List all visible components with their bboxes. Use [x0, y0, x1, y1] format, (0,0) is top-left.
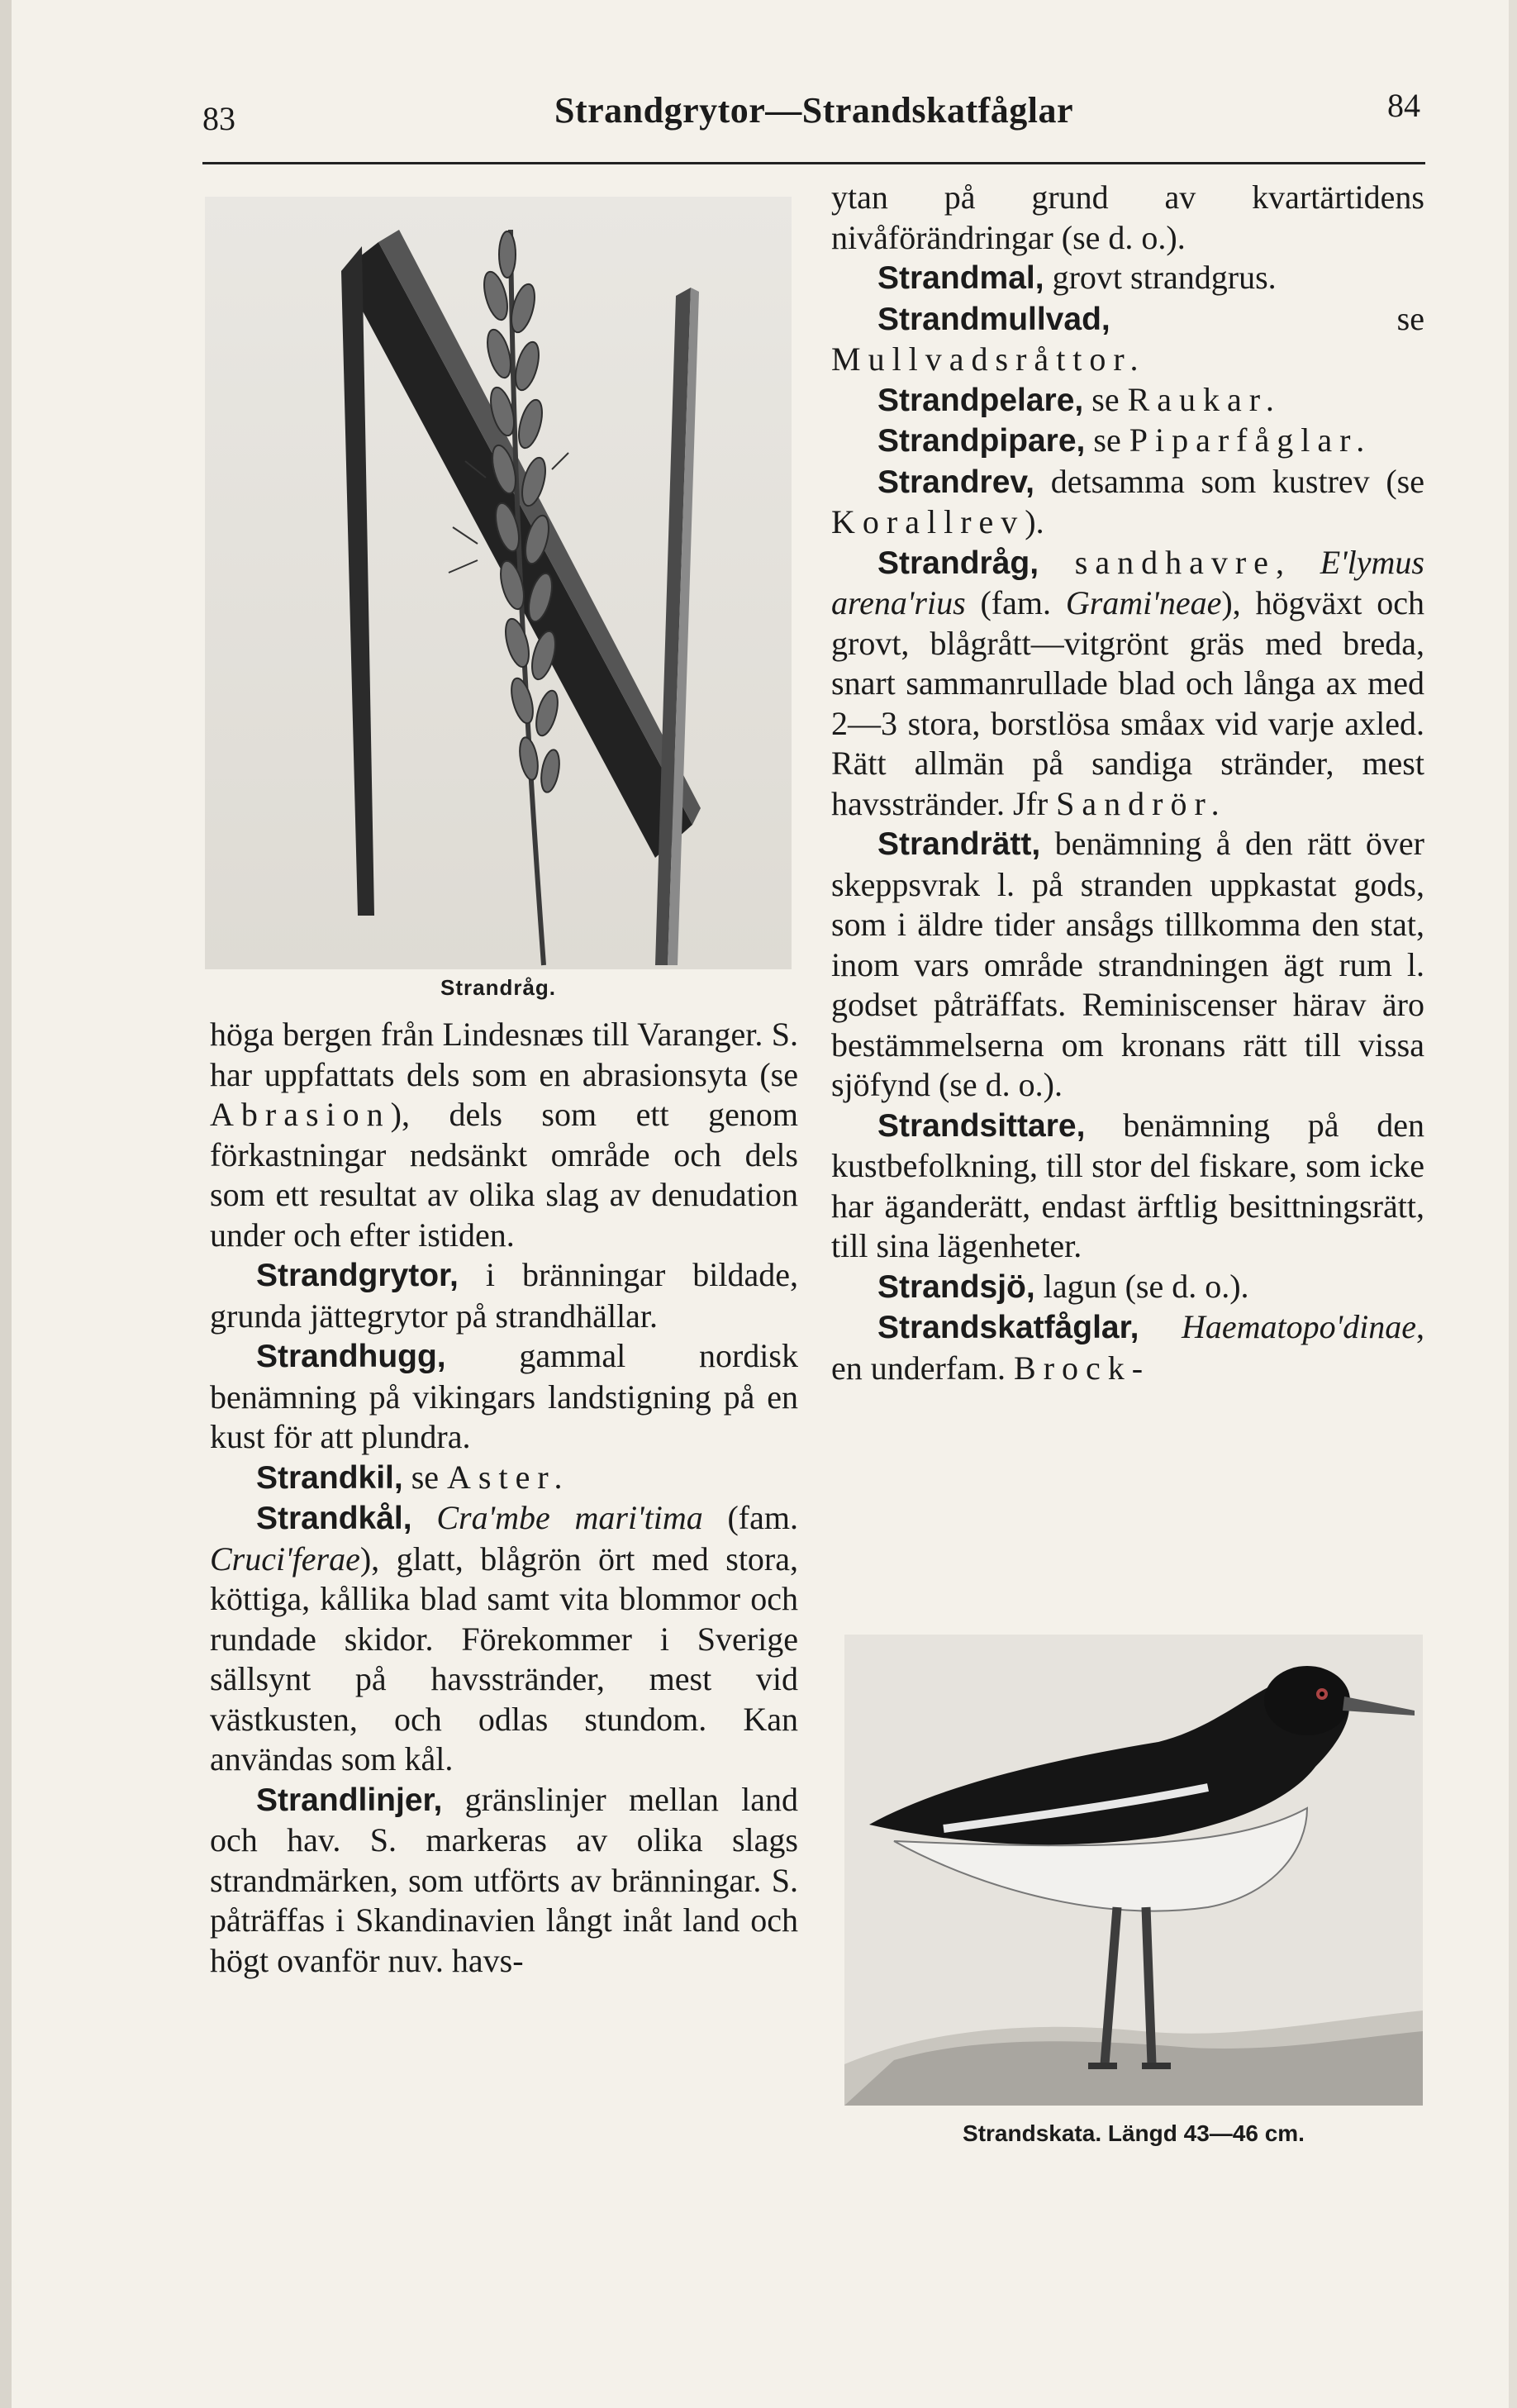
cross-reference: Abrasion	[210, 1096, 391, 1133]
cross-reference: Sandrör.	[1056, 784, 1227, 822]
strandskata-illustration	[844, 1635, 1423, 2106]
headword: Strandpelare,	[877, 382, 1084, 418]
headword: Strandkil,	[256, 1459, 403, 1496]
entry-strandkal: Strandkål, Cra'mbe mari'tima (fam. Cruci'ferae), glatt, blågrön ört med stora, köttiga, kållika blad samt vita blommor och rundade skidor. Förekommer i Sverige sällsynt på havsstränder, mest vid västkusten, och odlas stundom. Kan användas som kål.	[210, 1499, 798, 1777]
strandrag-illustration	[205, 197, 792, 969]
entry-strandsittare: Strandsittare, benämning på den kustbefolkning, till stor del fiskare, som icke har äganderätt, endast ärftlig besittningsrätt, till sina lägenheter.	[831, 1106, 1424, 1264]
latin-name: Haematopo'dinae	[1181, 1308, 1416, 1345]
oystercatcher-drawing	[844, 1635, 1423, 2106]
entry-strandmullvad: Strandmullvad, se Mullvadsråttor.	[831, 299, 1424, 378]
headword: Strandgrytor,	[256, 1258, 459, 1293]
cross-reference: Mullvadsråttor.	[831, 340, 1146, 378]
cross-reference: Aster.	[447, 1458, 570, 1496]
right-column	[831, 178, 1424, 1388]
family-name: Cruci'ferae	[210, 1540, 360, 1578]
headword: Strandhugg,	[256, 1339, 446, 1374]
entry-strandlinjer: Strandlinjer, gränslinjer mellan land och hav. S. markeras av olika slags strandmärken, som utförts av bränningar. S. påträffas i Skandinavien långt inåt land och högt ovanför nuv. havs-	[210, 1780, 798, 1979]
entry-strandkil: Strandkil, se Aster.	[256, 1458, 570, 1496]
headword: Strandmal,	[877, 260, 1044, 296]
headword: Strandmullvad,	[877, 301, 1110, 337]
headword: Strandpipare,	[877, 423, 1086, 459]
family-name: Grami'neae	[1065, 584, 1222, 621]
headword: Strandråg,	[877, 545, 1039, 581]
page-number-left: 83	[202, 100, 235, 137]
page-edge-right	[1509, 0, 1517, 2408]
latin-name: Cra'mbe mari'tima	[436, 1499, 703, 1536]
grass-caption: Strandråg.	[440, 975, 557, 1000]
cross-reference: Piparfåglar.	[1129, 421, 1372, 459]
left-column	[210, 1015, 798, 1981]
entry-strandrag: Strandråg, sandhavre, E'lymus arena'rius (fam. Grami'neae), högväxt och grovt, blågrått—vitgrönt gräs med breda, snart sammanrullade blad och långa ax med 2—3 stora, borstlösa småax vid varje axled. Rätt allmän på sandiga stränder, mest havsstränder. Jfr Sandrör.	[831, 543, 1424, 822]
bird-caption: Strandskata. Längd 43—46 cm.	[963, 2120, 1305, 2146]
entry-strandratt: Strandrätt, benämning å den rätt över skeppsvrak l. på stranden uppkastat gods, som i äldre tider ansågs tillkomma den stat, inom vars område strandningen ägt rum l. godset påträffats. Reminiscenser härav äro bestämmelserna om kronans rätt till vissa sjöfynd (se d. o.).	[831, 825, 1424, 1103]
headword: Strandrätt,	[877, 826, 1041, 862]
running-title: Strandgrytor—Strandskatfåglar	[554, 90, 1074, 131]
headword: Strandlinjer,	[256, 1782, 443, 1818]
headword: Strandskatfåglar,	[877, 1310, 1139, 1345]
page-edge-left	[0, 0, 12, 2408]
headword: Strandsjö,	[877, 1268, 1035, 1305]
headword: Strandkål,	[256, 1501, 412, 1536]
continued-paragraph: ytan på grund av kvartärtidens nivåförändringar (se d. o.).	[831, 178, 1424, 256]
page-header	[202, 83, 1425, 137]
headword: Strandrev,	[877, 464, 1035, 500]
cross-reference: Brock-	[1014, 1349, 1151, 1387]
entry-strandgrytor: Strandgrytor, i bränningar bildade, grunda jättegrytor på strandhällar.	[210, 1256, 798, 1335]
cross-reference: Raukar.	[1127, 380, 1282, 418]
synonym: sandhavre,	[1039, 543, 1291, 581]
headword: Strandsittare,	[877, 1107, 1086, 1144]
entry-strandsjo: Strandsjö, lagun (se d. o.).	[877, 1267, 1249, 1305]
entry-strandpelare: Strandpelare, se Raukar.	[877, 380, 1282, 418]
entry-strandhugg: Strandhugg, gammal nordisk benämning på vikingars landstigning på en kust för att plundra.	[210, 1337, 798, 1455]
latin-name: E'lymus arena'rius	[831, 543, 1424, 621]
continued-paragraph: höga bergen från Lindesnæs till Varanger. S. har uppfattats dels som en abrasionsyta (se Abrasion), dels som ett genom förkastningar nedsänkt område och dels som ett resultat av olika slag av denudation under och efter istiden.	[210, 1016, 798, 1254]
header-rule	[202, 162, 1425, 164]
cross-reference: Korallrev	[831, 503, 1025, 540]
entry-strandrev: Strandrev, detsamma som kustrev (se Korallrev).	[831, 462, 1424, 540]
entry-strandskatfaglar: Strandskatfåglar, Haematopo'dinae, en underfam. Brock-	[831, 1308, 1424, 1387]
entry-strandmal: Strandmal, grovt strandgrus.	[877, 259, 1277, 296]
entry-strandpipare: Strandpipare, se Piparfåglar.	[877, 421, 1372, 459]
grass-drawing	[205, 197, 792, 969]
page-number-right: 84	[1387, 87, 1420, 124]
